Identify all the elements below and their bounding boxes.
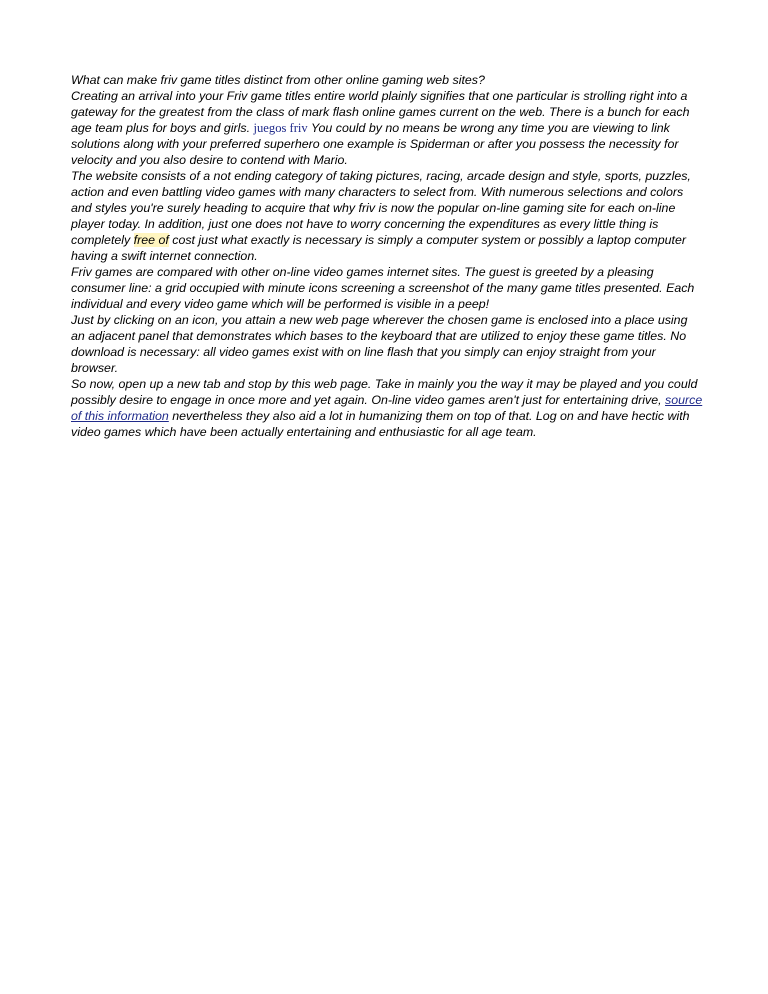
- paragraph-categories-text-1: The website consists of a not ending category of taking pictures, racing, arcade design and style, sports, puzzles, action and even battling video games with many characters to select from. With numerous selections and colors and styles you're surely heading to acquire that why friv is now the popular on-line gaming site for each on-line player today. In addition, just one does not have to worry concerning the expenditures as every little thing is completely: [71, 169, 691, 247]
- source-information-link[interactable]: source of this information: [71, 393, 703, 423]
- paragraph-conclusion: [71, 376, 703, 440]
- paragraph-comparison: Friv games are compared with other on-line video games internet sites. The guest is greeted by a pleasing consumer line: a grid occupied with minute icons screening a screenshot of the many game titles presented. Each individual and every video game which will be performed is visible in a peep!: [71, 265, 695, 311]
- paragraph-categories-text-2: cost just what exactly is necessary is simply a computer system or possibly a laptop computer having a swift internet connection.: [71, 233, 686, 263]
- paragraph-intro: [71, 88, 703, 168]
- paragraph-conclusion-text-1: So now, open up a new tab and stop by this web page. Take in mainly you the way it may be played and you could possibly desire to engage in once more and yet again. On-line video games aren't just for entertaining drive,: [71, 377, 698, 407]
- paragraph-intro-text-1: Creating an arrival into your Friv game titles entire world plainly signifies that one particular is strolling right into a gateway for the greatest from the class of mark flash online games current on the web. There is a bunch for each age team plus for boys and girls.: [71, 89, 690, 135]
- article-heading: What can make friv game titles distinct from other online gaming web sites?: [71, 73, 485, 87]
- paragraph-clicking: Just by clicking on an icon, you attain a new web page wherever the chosen game is enclosed into a place using an adjacent panel that demonstrates which bases to the keyboard that are utilized to enjoy these game titles. No download is necessary: all video games exist with on line flash that you simply can enjoy straight from your browser.: [71, 313, 688, 375]
- paragraph-conclusion-text-2: nevertheless they also aid a lot in humanizing them on top of that. Log on and have hectic with video games which have been actually entertaining and enthusiastic for all age team.: [71, 409, 690, 439]
- juegos-friv-link[interactable]: juegos friv: [253, 121, 308, 135]
- highlighted-text: free of: [133, 233, 169, 247]
- article-body: [71, 72, 703, 440]
- paragraph-categories: [71, 168, 703, 264]
- paragraph-intro-text-2: You could by no means be wrong any time you are viewing to link solutions along with your preferred superhero one example is Spiderman or after you possess the necessity for velocity and you also desire to contend with Mario.: [71, 121, 679, 167]
